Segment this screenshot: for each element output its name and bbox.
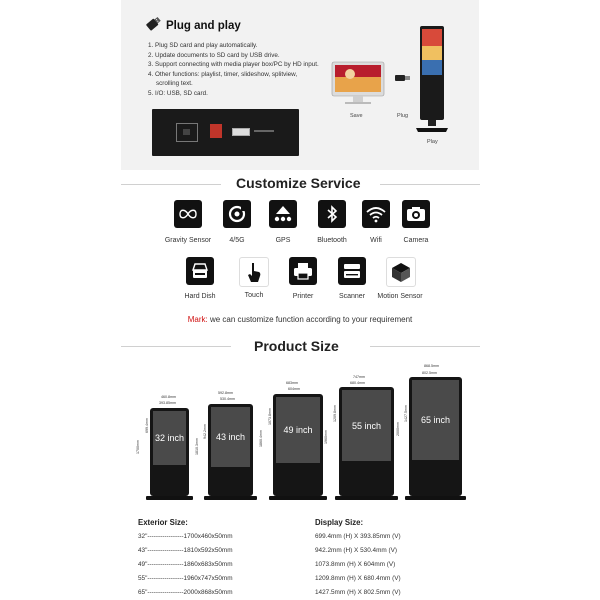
kiosk-stand xyxy=(146,496,193,500)
usb-plug-icon xyxy=(395,74,411,82)
monitor-icon xyxy=(328,60,388,110)
exterior-row: 32"-----------------1700x460x50mm xyxy=(138,533,233,540)
play-caption: Play xyxy=(427,139,438,145)
exterior-row: 55"-----------------1960x747x50mm xyxy=(138,575,233,582)
kiosk-outer-width: 460.8mm xyxy=(161,395,176,399)
wifi-icon xyxy=(362,200,390,228)
signal-ring-icon xyxy=(223,200,251,228)
kiosk-stand xyxy=(335,496,398,500)
mark-text: we can customize function according to your requirement xyxy=(207,315,413,324)
kiosk-screen-height: 699.4mm xyxy=(145,418,149,433)
kiosk-65 xyxy=(409,377,462,496)
icon-label: 4/5G xyxy=(229,237,245,244)
save-caption: Save xyxy=(350,113,363,119)
product-size-title: Product Size xyxy=(254,338,339,354)
icon-label: Hard Dish xyxy=(184,293,216,300)
bluetooth-icon xyxy=(318,200,346,228)
display-row: 699.4mm (H) X 393.85mm (V) xyxy=(315,533,401,540)
icon-label: GPS xyxy=(275,237,291,244)
exterior-row: 49"-----------------1860x683x50mm xyxy=(138,561,233,568)
usb-port-icon xyxy=(232,128,250,136)
kiosk-inner-width: 680.4mm xyxy=(350,381,365,385)
list-item: scrolling text. xyxy=(156,80,193,88)
kiosk-43 xyxy=(208,404,253,496)
list-item: 2. Update documents to SD card by USB drive. xyxy=(148,51,280,59)
usb-drive-icon xyxy=(143,14,163,34)
kiosk-outer-width: 683mm xyxy=(286,381,298,385)
kiosk-outer-width: 592.8mm xyxy=(218,391,233,395)
power-port-icon xyxy=(176,123,198,142)
plug-feature-list xyxy=(148,41,338,99)
kiosk-outer-width: 747mm xyxy=(353,375,365,379)
icon-label: Touch xyxy=(244,292,264,299)
kiosk-size-label: 43 inch xyxy=(211,407,250,467)
infinity-icon xyxy=(174,200,202,228)
kiosk-inner-width: 802.5mm xyxy=(422,371,437,375)
list-item: 1. Plug SD card and play automatically. xyxy=(148,42,258,49)
kiosk-size-label: 65 inch xyxy=(412,380,459,460)
kiosk-screen-height: 1209.8mm xyxy=(333,405,337,422)
kiosk-stand xyxy=(405,496,466,500)
printer-icon xyxy=(289,257,317,285)
icon-label: Gravity Sensor xyxy=(164,237,212,244)
display-row: 1209.8mm (H) X 680.4mm (V) xyxy=(315,575,401,582)
kiosk-screen-height: 1073.8mm xyxy=(268,408,272,425)
divider xyxy=(370,346,480,347)
list-item: 4. Other functions: playlist, timer, slideshow, splitview, xyxy=(148,70,298,78)
customize-title: Customize Service xyxy=(236,175,361,191)
divider xyxy=(380,184,480,185)
mark-label: Mark: xyxy=(187,315,208,324)
display-row: 1073.8mm (H) X 604mm (V) xyxy=(315,561,396,568)
divider xyxy=(121,346,231,347)
exterior-row: 65"-----------------2000x868x50mm xyxy=(138,589,233,596)
motion-sensor-icon xyxy=(386,257,416,287)
kiosk-height: 1810.3mm xyxy=(195,438,199,455)
icon-label: Camera xyxy=(403,237,429,244)
io-ports-panel xyxy=(152,109,299,156)
kiosk-outer-width: 868.5mm xyxy=(424,364,439,368)
kiosk-size-label: 55 inch xyxy=(342,390,391,461)
kiosk-49 xyxy=(273,394,323,496)
kiosk-inner-width: 530.4mm xyxy=(220,397,235,401)
kiosk-size-label: 32 inch xyxy=(153,411,186,465)
kiosk-height: 1960mm xyxy=(324,430,328,444)
power-switch-icon xyxy=(210,124,222,138)
icon-label: Bluetooth xyxy=(317,237,347,244)
mark-note xyxy=(0,315,600,324)
icon-label: Printer xyxy=(292,293,314,300)
display-size-title: Display Size: xyxy=(315,518,364,527)
divider xyxy=(121,184,221,185)
icon-label: Motion Sensor xyxy=(377,293,423,300)
gps-icon xyxy=(269,200,297,228)
kiosk-display-icon xyxy=(414,24,450,136)
kiosk-stand xyxy=(269,496,327,500)
exterior-size-title: Exterior Size: xyxy=(138,518,188,527)
plug-title: Plug and play xyxy=(166,20,241,32)
kiosk-screen-height: 1427.5mm xyxy=(404,405,408,422)
list-item: 3. Support connecting with media player box/PC by HD input. xyxy=(148,61,319,69)
kiosk-55 xyxy=(339,387,394,496)
kiosk-inner-width: 604mm xyxy=(288,387,300,391)
icon-label: Wifi xyxy=(370,237,382,244)
hard-disk-icon xyxy=(186,257,214,285)
list-item: 5. I/O: USB, SD card. xyxy=(148,89,208,97)
scanner-icon xyxy=(338,257,366,285)
kiosk-32 xyxy=(150,408,189,496)
touch-hand-icon xyxy=(239,257,269,287)
kiosk-height: 1700mm xyxy=(136,440,140,454)
exterior-row: 43"-----------------1810x592x50mm xyxy=(138,547,233,554)
kiosk-stand xyxy=(204,496,257,500)
camera-icon xyxy=(402,200,430,228)
plug-caption: Plug xyxy=(397,113,409,119)
kiosk-height: 2000mm xyxy=(396,422,400,436)
display-row: 942.2mm (H) X 530.4mm (V) xyxy=(315,547,398,554)
icon-label: Scanner xyxy=(338,293,366,300)
kiosk-inner-width: 393.85mm xyxy=(159,401,176,405)
kiosk-height: 1860.4mm xyxy=(259,430,263,447)
kiosk-size-label: 49 inch xyxy=(276,397,320,463)
kiosk-screen-height: 942.2mm xyxy=(203,424,207,439)
sd-slot-icon xyxy=(254,130,274,132)
display-row: 1427.5mm (H) X 802.5mm (V) xyxy=(315,589,401,596)
